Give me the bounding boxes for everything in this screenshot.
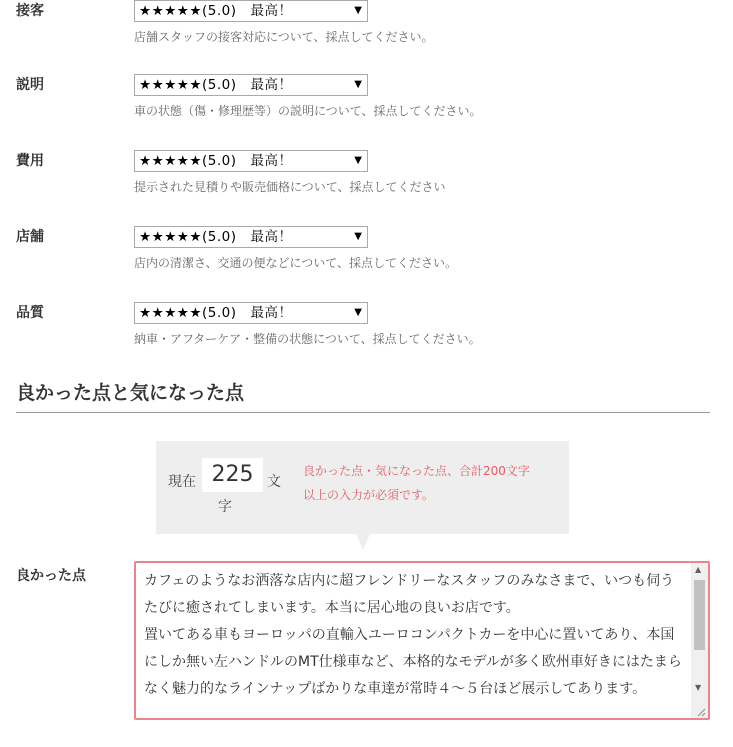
counter-unit-suffix: 字 bbox=[218, 499, 232, 515]
select-value: ★★★★★(5.0) 最高！ bbox=[139, 229, 293, 245]
notice-line: 以上の入力が必須です。 bbox=[303, 488, 435, 502]
rating-select-explanation[interactable] bbox=[134, 74, 368, 96]
good-points-label: 良かった点 bbox=[16, 568, 86, 584]
good-points-textarea[interactable] bbox=[134, 561, 710, 720]
scroll-up-icon[interactable]: ▲ bbox=[695, 565, 702, 574]
rating-select-store[interactable] bbox=[134, 226, 368, 248]
select-value: ★★★★★(5.0) 最高！ bbox=[139, 153, 293, 169]
rating-label: 接客 bbox=[16, 3, 44, 19]
select-value: ★★★★★(5.0) 最高！ bbox=[139, 3, 293, 19]
rating-select-service[interactable] bbox=[134, 0, 368, 22]
rating-label: 費用 bbox=[16, 153, 44, 169]
counter-unit: 文 bbox=[267, 474, 281, 490]
character-count: 225 bbox=[202, 458, 263, 492]
rating-help-text: 店舗スタッフの接客対応について、採点してください。 bbox=[134, 30, 434, 44]
textarea-scrollbar[interactable] bbox=[691, 563, 708, 718]
rating-help-text: 提示された見積りや販売価格について、採点してください bbox=[134, 180, 446, 194]
rating-help-text: 店内の清潔さ、交通の便などについて、採点してください。 bbox=[134, 256, 458, 270]
select-value: ★★★★★(5.0) 最高！ bbox=[139, 77, 293, 93]
scroll-down-icon[interactable]: ▼ bbox=[695, 683, 702, 692]
dropdown-arrow-icon: ▼ bbox=[354, 231, 362, 242]
dropdown-arrow-icon: ▼ bbox=[354, 79, 362, 90]
good-points-text[interactable]: カフェのようなお洒落な店内に超フレンドリーなスタッフのみなさまで、いつも伺うたびに癒されてしまいます。本当に居心地の良いお店です。 置いてある車もヨーロッパの直輸入ユーロコンパクトカーを中心に置いてあり、本国にしか無い左ハンドルのMT仕様車など、本格的なモデルが多く欧州車好きにはたまらなく魅力的なラインナップばかりな車達が常時４～５台ほど展示してあります。 bbox=[144, 573, 682, 697]
counter-pointer-arrow bbox=[356, 534, 370, 550]
select-value: ★★★★★(5.0) 最高！ bbox=[139, 305, 293, 321]
required-length-notice bbox=[303, 459, 558, 507]
resize-grip-icon[interactable] bbox=[696, 707, 706, 717]
rating-help-text: 納車・アフターケア・整備の状態について、採点してください。 bbox=[134, 332, 481, 346]
dropdown-arrow-icon: ▼ bbox=[354, 155, 362, 166]
counter-prefix: 現在 bbox=[168, 474, 196, 490]
rating-select-cost[interactable] bbox=[134, 150, 368, 172]
scroll-thumb[interactable] bbox=[694, 580, 705, 650]
rating-help-text: 車の状態（傷・修理歴等）の説明について、採点してください。 bbox=[134, 104, 482, 118]
rating-label: 品質 bbox=[16, 305, 44, 321]
character-counter-box bbox=[156, 441, 569, 534]
dropdown-arrow-icon: ▼ bbox=[354, 307, 362, 318]
notice-line: 良かった点・気になった点、合計200文字 bbox=[303, 464, 530, 478]
section-divider bbox=[16, 412, 710, 413]
rating-label: 説明 bbox=[16, 77, 44, 93]
dropdown-arrow-icon: ▼ bbox=[354, 5, 362, 16]
section-heading: 良かった点と気になった点 bbox=[16, 382, 245, 404]
rating-label: 店舗 bbox=[16, 229, 44, 245]
rating-select-quality[interactable] bbox=[134, 302, 368, 324]
